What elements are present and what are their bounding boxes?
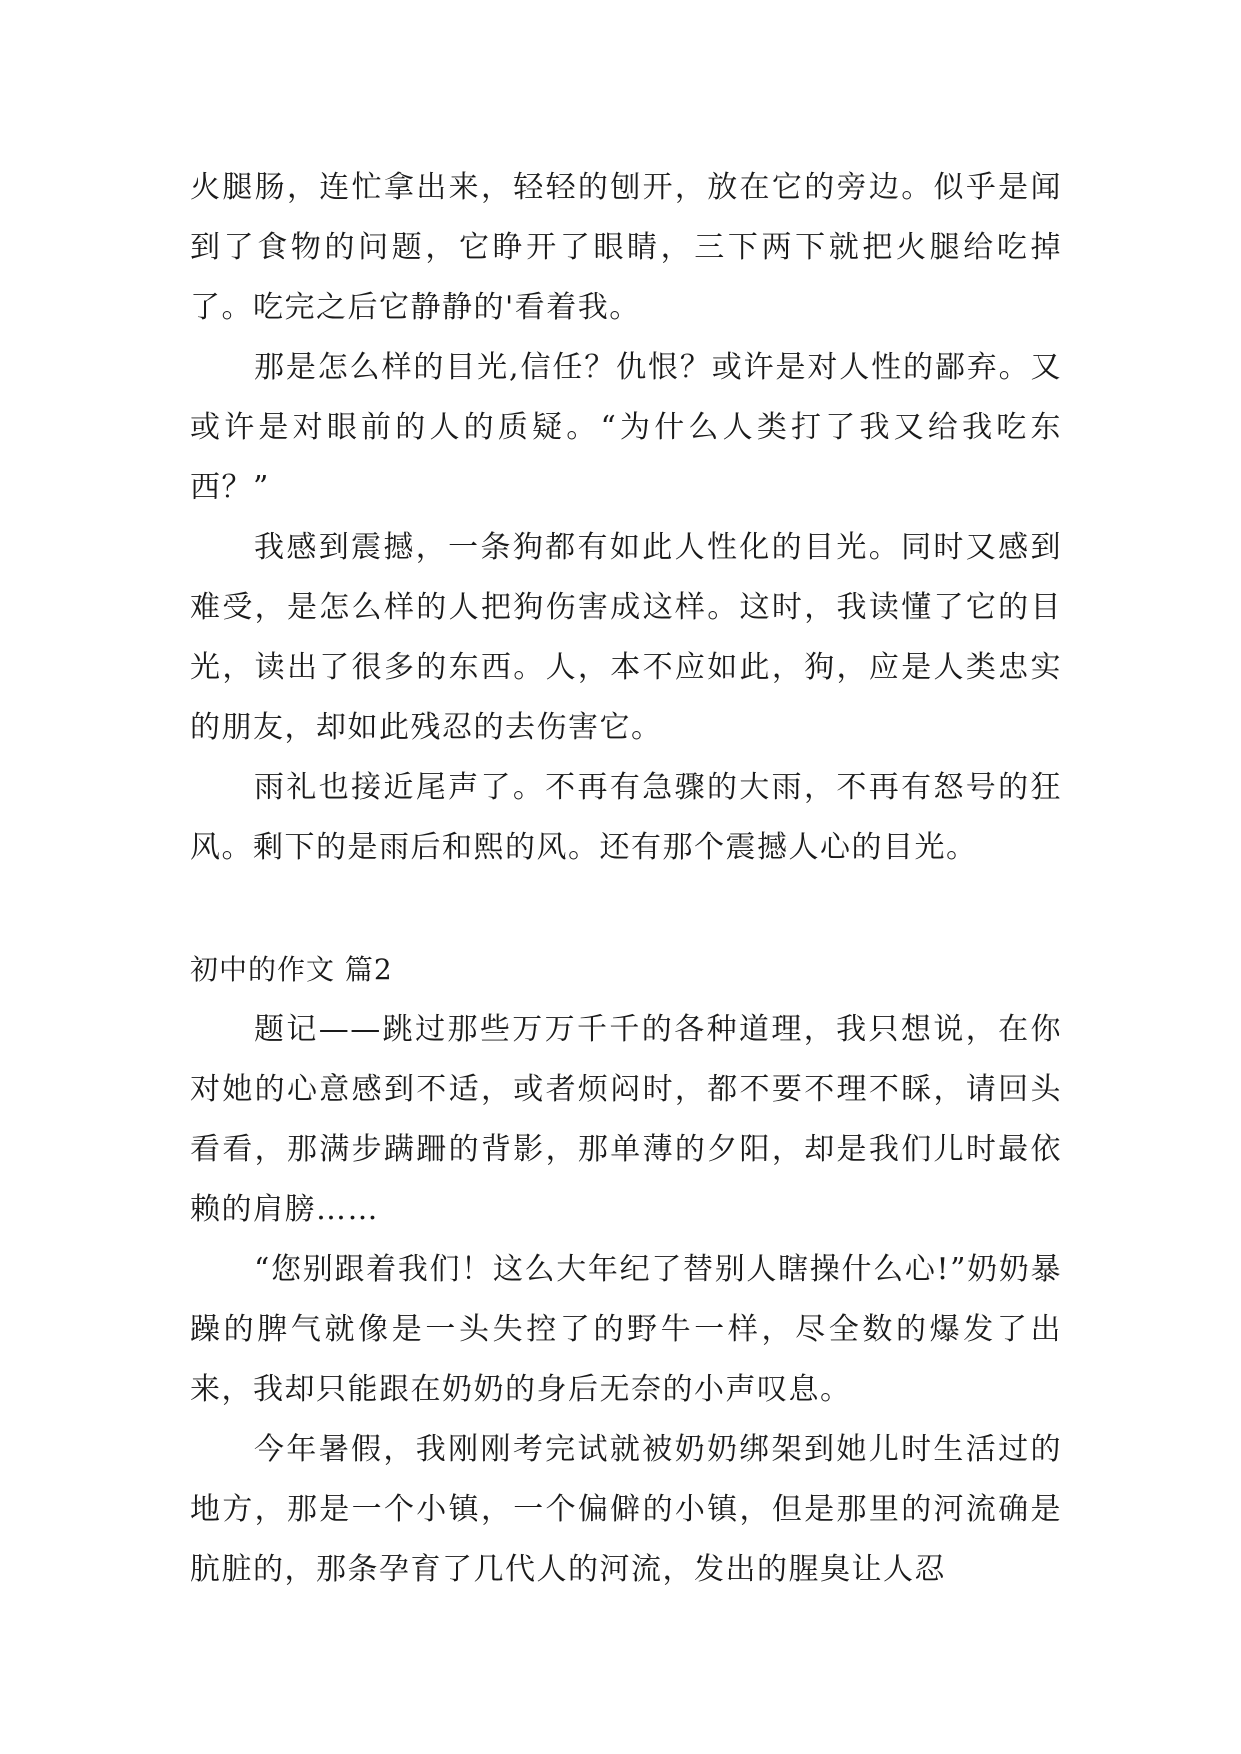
essay-paragraph: 火腿肠，连忙拿出来，轻轻的刨开，放在它的旁边。似乎是闻到了食物的问题，它睁开了眼睛，三下两下就把火腿给吃掉了。吃完之后它静静的'看着我。: [190, 170, 1062, 325]
essay-paragraph: 雨礼也接近尾声了。不再有急骤的大雨，不再有怒号的狂风。剩下的是雨后和熙的风。还有那个震撼人心的目光。: [190, 770, 1062, 865]
essay-paragraph: 今年暑假，我刚刚考完试就被奶奶绑架到她儿时生活过的地方，那是一个小镇，一个偏僻的小镇，但是那里的河流确是肮脏的，那条孕育了几代人的河流，发出的腥臭让人忍: [190, 1432, 1062, 1587]
essay-paragraph: 我感到震撼，一条狗都有如此人性化的目光。同时又感到难受，是怎么样的人把狗伤害成这样。这时，我读懂了它的目光，读出了很多的东西。人，本不应如此，狗，应是人类忠实的朋友，却如此残忍的去伤害它。: [190, 530, 1062, 745]
essay-paragraph: “您别跟着我们！这么大年纪了替别人瞎操什么心!”奶奶暴躁的脾气就像是一头失控了的野牛一样，尽全数的爆发了出来，我却只能跟在奶奶的身后无奈的小声叹息。: [190, 1252, 1062, 1407]
section-spacer: [190, 878, 1062, 940]
essay-paragraph: 题记——跳过那些万万千千的各种道理，我只想说，在你对她的心意感到不适，或者烦闷时，都不要不理不睬，请回头看看，那满步蹒跚的背影，那单薄的夕阳，却是我们儿时最依赖的肩膀……: [190, 1012, 1062, 1227]
essay-paragraph: 那是怎么样的目光,信任？仇恨？或许是对人性的鄙弃。又或许是对眼前的人的质疑。“为什么人类打了我又给我吃东西？”: [190, 350, 1062, 505]
document-body: [190, 158, 1062, 1600]
section-heading: 初中的作文 篇2: [190, 953, 393, 986]
